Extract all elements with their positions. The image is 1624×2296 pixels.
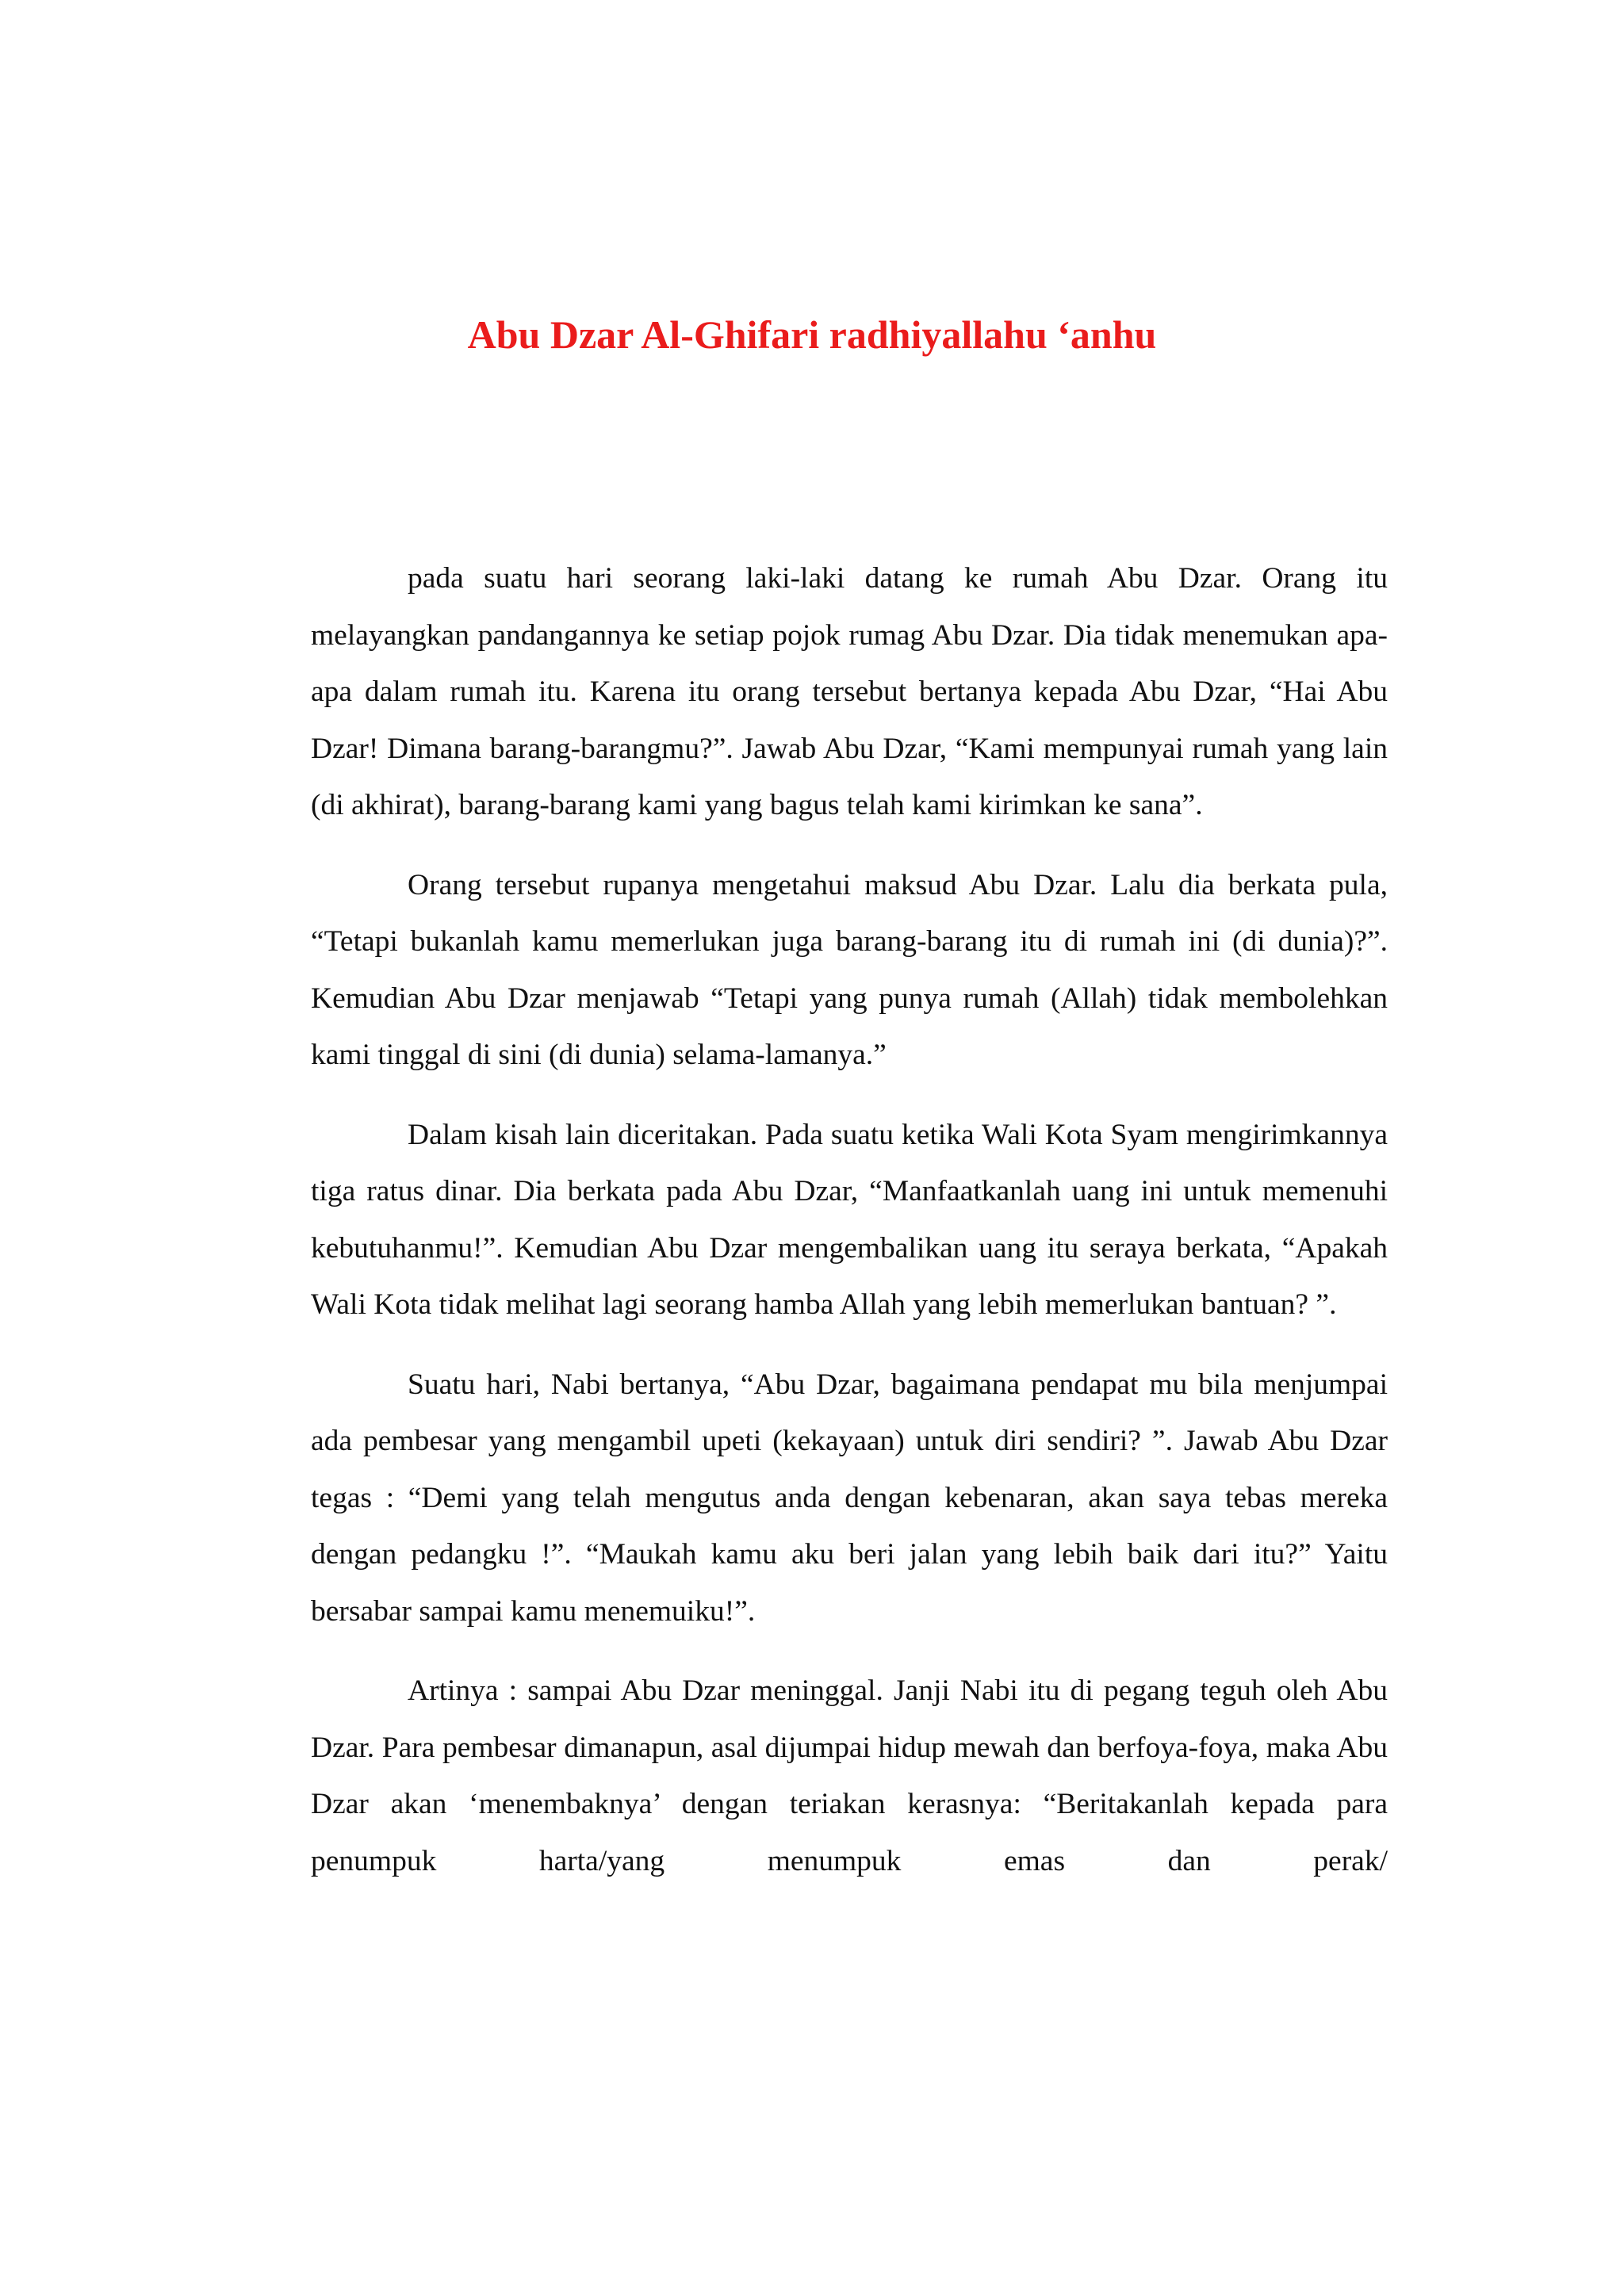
paragraph-1: pada suatu hari seorang laki-laki datang ke rumah Abu Dzar. Orang itu melayangkan pandangannya ke setiap pojok rumag Abu Dzar. Dia tidak menemukan apa-apa dalam rumah itu. Karena itu orang tersebut bertanya kepada Abu Dzar, “Hai Abu Dzar! Dimana barang-barangmu?”. Jawab Abu Dzar, “Kami mempunyai rumah yang lain (di akhirat), barang-barang kami yang bagus telah kami kirimkan ke sana”. xyxy=(311,562,1388,821)
document-body xyxy=(311,550,1388,1912)
paragraph-4: Suatu hari, Nabi bertanya, “Abu Dzar, bagaimana pendapat mu bila menjumpai ada pembesar yang mengambil upeti (kekayaan) untuk diri sendiri? ”. Jawab Abu Dzar tegas : “Demi yang telah mengutus anda dengan kebenaran, akan saya tebas mereka dengan pedangku !”. “Maukah kamu aku beri jalan yang lebih baik dari itu?” Yaitu bersabar sampai kamu menemuiku!”. xyxy=(311,1368,1388,1628)
paragraph-5: Artinya : sampai Abu Dzar meninggal. Janji Nabi itu di pegang teguh oleh Abu Dzar. Para pembesar dimanapun, asal dijumpai hidup mewah dan berfoya-foya, maka Abu Dzar akan ‘menembaknya’ dengan teriakan kerasnya: “Beritakanlah kepada para penumpuk harta/yang menumpuk emas dan perak/ xyxy=(311,1674,1388,1877)
paragraph-3: Dalam kisah lain diceritakan. Pada suatu ketika Wali Kota Syam mengirimkannya tiga ratus dinar. Dia berkata pada Abu Dzar, “Manfaatkanlah uang ini untuk memenuhi kebutuhanmu!”. Kemudian Abu Dzar mengembalikan uang itu seraya berkata, “Apakah Wali Kota tidak melihat lagi seorang hamba Allah yang lebih memerlukan bantuan? ”. xyxy=(311,1118,1388,1321)
paragraph-2: Orang tersebut rupanya mengetahui maksud Abu Dzar. Lalu dia berkata pula, “Tetapi bukanlah kamu memerlukan juga barang-barang itu di rumah ini (di dunia)?”. Kemudian Abu Dzar menjawab “Tetapi yang punya rumah (Allah) tidak membolehkan kami tinggal di sini (di dunia) selama-lamanya.” xyxy=(311,868,1388,1071)
document-title: Abu Dzar Al-Ghifari radhiyallahu ‘anhu xyxy=(467,312,1157,357)
